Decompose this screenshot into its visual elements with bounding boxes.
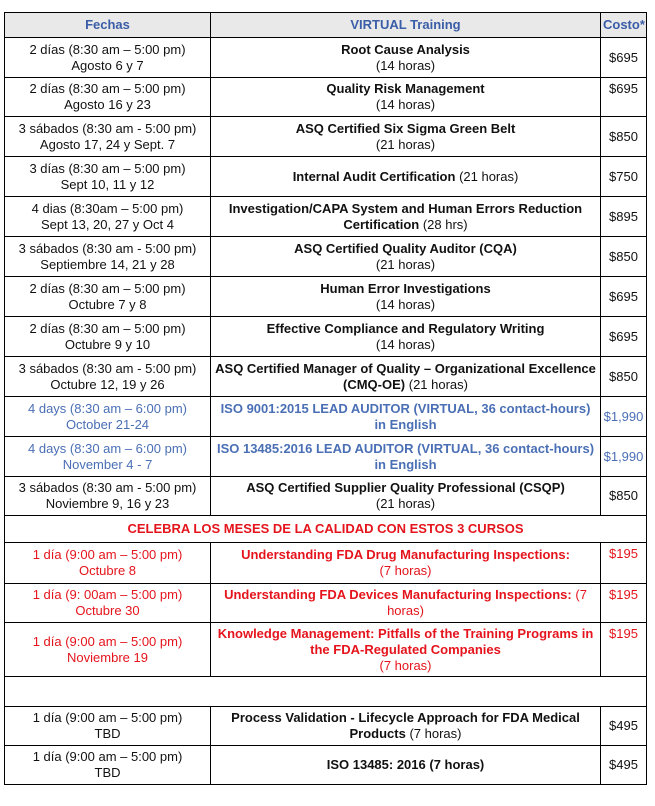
- header-training: VIRTUAL Training: [211, 13, 601, 38]
- course-price: $495: [601, 746, 647, 785]
- course-title: ASQ Certified Supplier Quality Professional (CSQP): [246, 480, 565, 495]
- course-schedule: 2 días (8:30 am – 5:00 pm): [29, 81, 186, 96]
- course-schedule: 3 sábados (8:30 am - 5:00 pm): [18, 480, 197, 495]
- course-schedule: 4 days (8:30 am – 6:00 pm): [28, 440, 187, 456]
- course-schedule: 4 dias (8:30am – 5:00 pm): [31, 200, 184, 216]
- course-row: [5, 197, 647, 237]
- course-row: [5, 157, 647, 197]
- course-dates: [5, 357, 211, 397]
- course-schedule: 1 día (9:00 am – 5:00 pm): [32, 710, 183, 725]
- course-dates: [5, 237, 211, 277]
- course-dates: [5, 277, 211, 317]
- course-schedule: 2 días (8:30 am – 5:00 pm): [29, 41, 186, 57]
- course-schedule: 1 día (9:00 am – 5:00 pm): [32, 547, 183, 562]
- course-schedule: 3 sábados (8:30 am - 5:00 pm): [18, 240, 197, 256]
- course-title: ASQ Certified Quality Auditor (CQA): [294, 240, 517, 256]
- course-dates: [5, 197, 211, 237]
- course-price: $695: [601, 277, 647, 317]
- course-info: [211, 38, 601, 78]
- course-info: [211, 117, 601, 157]
- header-dates: Fechas: [5, 13, 211, 38]
- course-row: [5, 437, 647, 477]
- course-title: ASQ Certified Manager of Quality – Organizational Excellence (CMQ-OE): [215, 360, 596, 392]
- course-info: [211, 623, 601, 677]
- course-price: $695: [601, 78, 647, 117]
- course-dates: [5, 397, 211, 437]
- course-hours: (14 horas): [375, 57, 436, 73]
- course-date-range: TBD: [94, 765, 121, 780]
- course-date-range: Agosto 6 y 7: [71, 57, 144, 73]
- course-date-range: Octubre 12, 19 y 26: [50, 376, 165, 392]
- course-schedule: 3 sábados (8:30 am - 5:00 pm): [18, 360, 197, 376]
- course-date-range: Octubre 30: [75, 603, 140, 618]
- course-price: $850: [601, 477, 647, 516]
- course-schedule: 3 días (8:30 am – 5:00 pm): [29, 160, 186, 176]
- course-date-range: October 21-24: [65, 416, 150, 432]
- course-info: [211, 477, 601, 516]
- course-title: Internal Audit Certification: [292, 168, 456, 184]
- course-hours: (7 horas): [379, 563, 432, 578]
- course-hours: (21 horas): [459, 168, 519, 184]
- course-schedule: 1 día (9:00 am – 5:00 pm): [32, 749, 183, 764]
- course-price: $1,990: [601, 437, 647, 477]
- promo-banner-row: [5, 516, 647, 543]
- course-price: $850: [601, 357, 647, 397]
- course-title: Understanding FDA Devices Manufacturing Inspections:: [224, 587, 572, 602]
- course-date-range: Noviembre 19: [67, 649, 148, 665]
- training-schedule-table: [4, 12, 647, 785]
- course-date-range: Agosto 17, 24 y Sept. 7: [39, 136, 176, 152]
- course-row: [5, 237, 647, 277]
- course-title: Human Error Investigations: [320, 280, 491, 296]
- course-info: [211, 317, 601, 357]
- course-date-range: TBD: [94, 726, 121, 741]
- spacer-cell: [5, 677, 647, 707]
- course-hours: (21 horas): [375, 256, 436, 272]
- course-info: [211, 78, 601, 117]
- course-dates: [5, 707, 211, 746]
- course-info: [211, 437, 601, 477]
- course-row: [5, 78, 647, 117]
- course-hours: (7 horas): [409, 726, 462, 741]
- course-date-range: Septiembre 14, 21 y 28: [40, 256, 175, 272]
- course-hours: (14 horas): [375, 336, 436, 352]
- course-hours: (14 horas): [375, 296, 436, 312]
- course-row: [5, 707, 647, 746]
- course-price: $850: [601, 117, 647, 157]
- course-dates: [5, 117, 211, 157]
- course-date-range: Octubre 7 y 8: [68, 296, 147, 312]
- course-schedule: 3 sábados (8:30 am - 5:00 pm): [18, 120, 197, 136]
- course-schedule: 1 día (9: 00am – 5:00 pm): [32, 587, 183, 602]
- course-row: [5, 746, 647, 785]
- course-price: $695: [601, 317, 647, 357]
- course-dates: [5, 317, 211, 357]
- course-row: [5, 623, 647, 677]
- course-row: [5, 477, 647, 516]
- course-hours: (14 horas): [375, 97, 436, 112]
- course-info: [211, 197, 601, 237]
- course-dates: [5, 78, 211, 117]
- course-date-range: Noviembre 9, 16 y 23: [45, 496, 170, 511]
- course-info: [211, 746, 601, 785]
- course-dates: [5, 543, 211, 584]
- course-info: [211, 543, 601, 584]
- course-title: ASQ Certified Six Sigma Green Belt: [295, 120, 516, 136]
- course-price: $195: [601, 584, 647, 623]
- course-date-range: November 4 - 7: [62, 456, 153, 472]
- course-row: [5, 584, 647, 623]
- course-title: Investigation/CAPA System and Human Errors Reduction Certification: [228, 200, 583, 232]
- course-schedule: 2 días (8:30 am – 5:00 pm): [29, 320, 186, 336]
- course-info: [211, 277, 601, 317]
- course-title: ISO 13485:2016 LEAD AUDITOR (VIRTUAL, 36 contact-hours) in English: [216, 440, 595, 472]
- course-hours: (21 horas): [408, 376, 468, 392]
- course-dates: [5, 623, 211, 677]
- course-title: Effective Compliance and Regulatory Writing: [266, 320, 545, 336]
- spacer-row: [5, 677, 647, 707]
- course-dates: [5, 477, 211, 516]
- course-price: $495: [601, 707, 647, 746]
- course-schedule: 1 día (9:00 am – 5:00 pm): [32, 633, 183, 649]
- course-hours: (7 horas): [387, 587, 587, 618]
- course-dates: [5, 38, 211, 78]
- promo-banner: CELEBRA LOS MESES DE LA CALIDAD CON ESTOS 3 CURSOS: [5, 516, 647, 543]
- course-row: [5, 357, 647, 397]
- course-title: Process Validation - Lifecycle Approach for FDA Medical Products: [231, 710, 580, 741]
- course-row: [5, 117, 647, 157]
- course-info: [211, 357, 601, 397]
- course-row: [5, 397, 647, 437]
- course-row: [5, 277, 647, 317]
- course-title: ISO 13485: 2016 (7 horas): [326, 757, 485, 772]
- course-dates: [5, 584, 211, 623]
- header-cost: Costo*: [601, 13, 647, 38]
- course-date-range: Agosto 16 y 23: [64, 97, 151, 112]
- course-info: [211, 707, 601, 746]
- course-price: $1,990: [601, 397, 647, 437]
- course-schedule: 4 days (8:30 am – 6:00 pm): [28, 400, 187, 416]
- course-date-range: Octubre 9 y 10: [64, 336, 151, 352]
- course-hours: (28 hrs): [422, 216, 468, 232]
- course-date-range: Sept 13, 20, 27 y Oct 4: [41, 216, 174, 232]
- course-price: $895: [601, 197, 647, 237]
- course-price: $195: [601, 623, 647, 677]
- course-hours: (21 horas): [375, 136, 436, 152]
- course-date-range: Sept 10, 11 y 12: [60, 176, 155, 192]
- course-title: Knowledge Management: Pitfalls of the Training Programs in the FDA-Regulated Companies: [217, 625, 594, 657]
- course-price: $750: [601, 157, 647, 197]
- header-row: [5, 13, 647, 38]
- course-dates: [5, 157, 211, 197]
- course-dates: [5, 746, 211, 785]
- course-price: $195: [601, 543, 647, 584]
- course-row: [5, 38, 647, 78]
- course-info: [211, 584, 601, 623]
- course-info: [211, 157, 601, 197]
- course-price: $695: [601, 38, 647, 78]
- course-row: [5, 543, 647, 584]
- course-title: Understanding FDA Drug Manufacturing Inspections:: [241, 547, 570, 562]
- course-info: [211, 397, 601, 437]
- course-hours: (21 horas): [375, 496, 436, 511]
- course-date-range: Octubre 8: [78, 563, 137, 578]
- course-info: [211, 237, 601, 277]
- course-title: ISO 9001:2015 LEAD AUDITOR (VIRTUAL, 36 contact-hours) in English: [220, 400, 591, 432]
- course-row: [5, 317, 647, 357]
- course-title: Quality Risk Management: [326, 81, 485, 96]
- course-price: $850: [601, 237, 647, 277]
- course-title: Root Cause Analysis: [341, 41, 470, 57]
- course-dates: [5, 437, 211, 477]
- course-hours: (7 horas): [379, 657, 432, 673]
- course-schedule: 2 días (8:30 am – 5:00 pm): [29, 280, 186, 296]
